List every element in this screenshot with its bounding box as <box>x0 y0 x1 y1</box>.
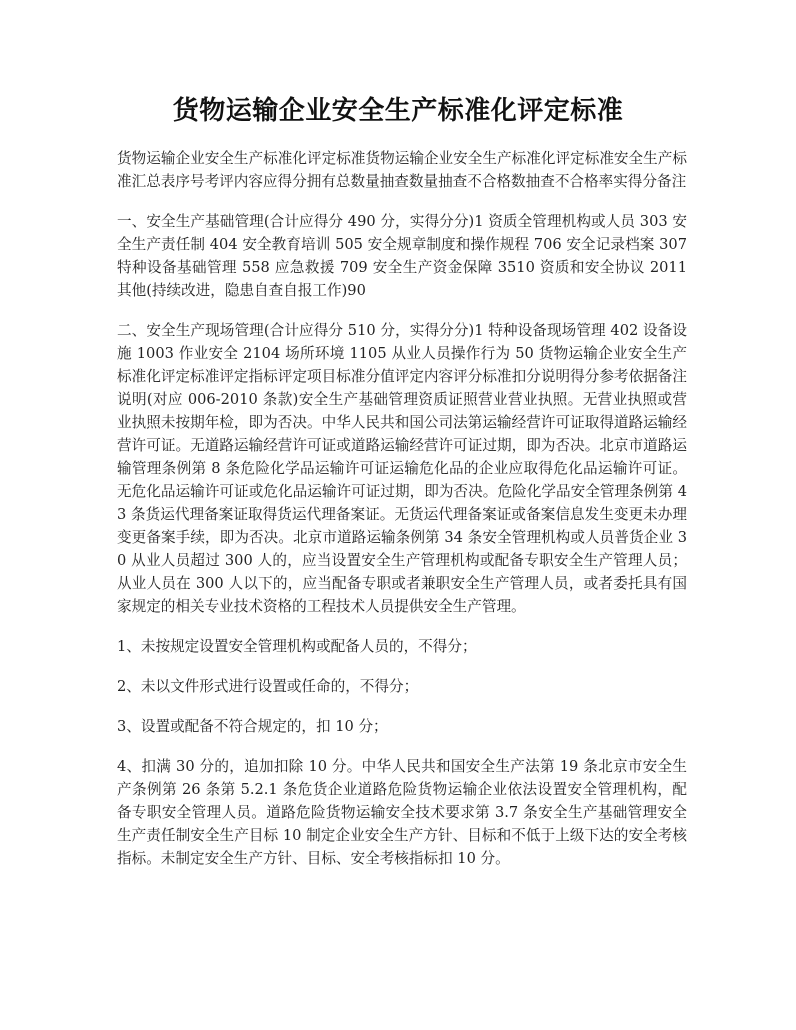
paragraph-item-1: 1、未按规定设置安全管理机构或配备人员的，不得分； <box>117 638 477 655</box>
paragraph-item-2: 2、未以文件形式进行设置或任命的，不得分； <box>117 678 419 695</box>
paragraph-intro: 货物运输企业安全生产标准化评定标准货物运输企业安全生产标准化评定标准安全生产标准汇总表序号考评内容应得分拥有总数量抽查数量抽查不合格数抽查不合格率实得分备注 <box>117 150 687 190</box>
document-title: 货物运输企业安全生产标准化评定标准 <box>172 96 624 126</box>
paragraph-item-4: 4、扣满 30 分的，追加扣除 10 分。中华人民共和国安全生产法第 19 条北京市安全生产条例第 26 条第 5.2.1 条危货企业道路危险货物运输企业依法设置安全管理机构，配备专职安全管理人员。道路危险货物运输安全技术要求第 3.7 条安全生产基础管理安全生产责任制安全生产目标 10 制定企业安全生产方针、目标和不低于上级下达的安全考核指标。未制定安全生产方针、目标、安全考核指标扣 10 分。 <box>117 758 687 867</box>
paragraph-section-one: 一、安全生产基础管理(合计应得分 490 分，实得分分)1 资质全管理机构或人员 303 安全生产责任制 404 安全教育培训 505 安全规章制度和操作规程 706 安全记录档案 307 特种设备基础管理 558 应急救援 709 安全生产资金保障 3510 资质和安全协议 2011 其他(持续改进，隐患自查自报工作)90 <box>117 213 687 299</box>
paragraph-section-two: 二、安全生产现场管理(合计应得分 510 分，实得分分)1 特种设备现场管理 402 设备设施 1003 作业安全 2104 场所环境 1105 从业人员操作行为 50 货物运输企业安全生产标准化评定标准评定指标评定项目标准分值评定内容评分标准扣分说明得分参考依据备注说明(对应 006-2010 条款)安全生产基础管理资质证照营业营业执照。无营业执照或营业执照未按期年检，即为否决。中华人民共和国公司法第运输经营许可证取得道路运输经营许可证。无道路运输经营许可证或道路运输经营许可证过期，即为否决。北京市道路运输管理条例第 8 条危险化学品运输许可证运输危化品的企业应取得危化品运输许可证。无危化品运输许可证或危化品运输许可证过期，即为否决。危险化学品安全管理条例第 43 条货运代理备案证取得货运代理备案证。无货运代理备案证或备案信息发生变更未办理变更备案手续，即为否决。北京市道路运输条例第 34 条安全管理机构或人员普货企业 30 从业人员超过 300 人的，应当设置安全生产管理机构或配备专职安全生产管理人员；从业人员在 300 人以下的，应当配备专职或者兼职安全生产管理人员，或者委托具有国家规定的相关专业技术资格的工程技术人员提供安全生产管理。 <box>117 322 687 615</box>
paragraph-item-3: 3、设置或配备不符合规定的，扣 10 分； <box>117 718 388 735</box>
document-body <box>117 147 687 887</box>
